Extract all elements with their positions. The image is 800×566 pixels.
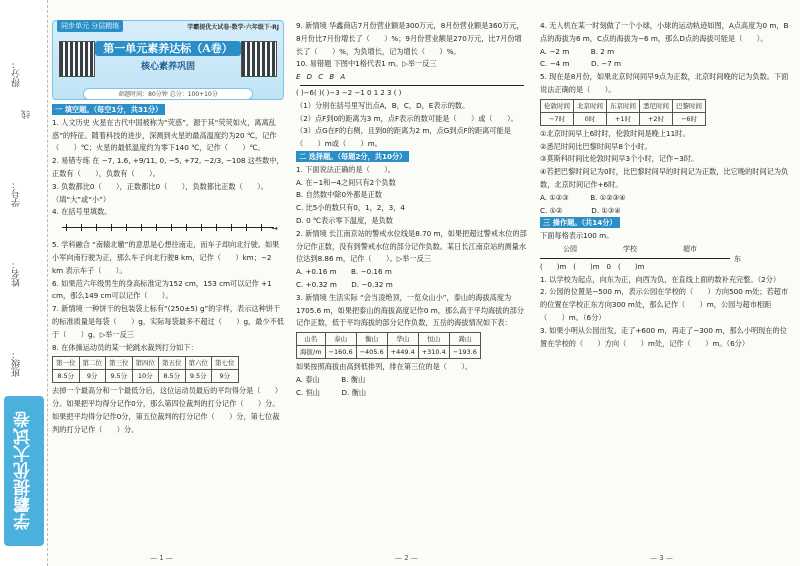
page-number-2: — 2 —: [395, 554, 418, 562]
question-text: ③莫斯科时间比伦敦时间早3个小时，记作−3时。: [540, 154, 699, 164]
question-text: 2. 公园的位置是−500 m，表示公园在学校的（ ）方向500 m处；若超市的位置在学校正东方向300 m处，那么记作（ ）m，公园与超市相距（ ）m。（6分）: [540, 287, 789, 322]
table-cell: −6时: [673, 112, 706, 125]
question-text: A. +0.16 m B. −0.16 m: [296, 267, 392, 277]
table-cell: 9.5分: [106, 370, 133, 383]
column-3-body: [540, 20, 790, 350]
number-line-tick: [261, 224, 262, 231]
question-text: 5. 现在是8月份，如果北京时间同早9点为正数，北京时间晚的记为负数。下面说法正确的是（ ）。: [540, 72, 789, 94]
question-text: A. 泰山 B. 衡山: [296, 374, 366, 384]
question-text: ④若把巴黎时间记为0时，比巴黎时间早的时间记为正数，比它晚的时间记为负数，北京时间记作+6时。: [540, 167, 789, 189]
number-line-tick: [111, 224, 112, 231]
table-header-cell: 第一位: [53, 357, 80, 370]
table-cell: −405.6: [356, 346, 387, 359]
question-text: 9. 新情境 华鑫商店7月份营业额是300万元，8月份营业额是360万元，8月份比7月份增长了（ ）%；9月份营业额是270万元，比7月份增长了（ ）%，为负增长，记为增长（ ）%。: [296, 21, 524, 56]
question-text: A. −2 m B. 2 m: [540, 46, 615, 56]
number-line-axis: [300, 85, 524, 86]
table-header-cell: 北京时间: [574, 99, 607, 112]
question-text: 3. 如果小明从公园出发，走了+600 m，再走了−300 m，那么小明现在的位置在学校的（ ）方向（ ）m处，记作（ ）m。（6分）: [540, 325, 787, 348]
question-text: 2. 易错专练 在 −7, 1.6, +9/11, 0, −5, +72, −2/3, −108 这些数中，正数有（ ），负数有（ ）。: [52, 156, 284, 178]
question-text: 8. 在体操运动员的某一轮跳水裁判打分如下：: [52, 342, 198, 352]
table-header-cell: 泰山: [325, 333, 356, 346]
table-cell: −7时: [541, 112, 574, 125]
number-line-tick: [186, 224, 187, 231]
exam-title: 第一单元素养达标（A卷）: [95, 41, 241, 56]
place-label: 公园: [563, 244, 577, 253]
question-text: C. −4 m D. −7 m: [540, 59, 622, 69]
table-header-cell: 山名: [297, 333, 326, 346]
column-1: [52, 20, 284, 437]
number-line-q10: [296, 71, 528, 100]
question-text: B. 自然数中除0外都是正数: [296, 190, 382, 200]
table-header-cell: 巴黎时间: [673, 99, 706, 112]
number-line-tick: [156, 224, 157, 231]
question-text: 1. 以学校为起点，向东为正，向西为负，在直线上面的数补充完整。（2分）: [540, 274, 781, 284]
table-header-cell: 衡山: [356, 333, 387, 346]
page-number-3: — 3 —: [650, 554, 673, 562]
question-text: 下面每格表示100 m。: [540, 231, 614, 241]
score-table: [540, 99, 706, 126]
table-header-cell: 华山: [387, 333, 418, 346]
table-header-cell: 第二位: [79, 357, 106, 370]
question-text: 4. 无人机在某一时刻做了一个小球，小球的运动轨迹如图，A点高度为0 m，B点的海拔为6 m，C点的海拔为−6 m，那么D点的海拔可能是（ ）。: [540, 21, 789, 43]
question-text: C. 恒山 D. 衡山: [296, 387, 367, 397]
number-line-tick: [201, 224, 202, 231]
table-cell: 9.5分: [185, 370, 212, 383]
question-text: A. 在−1和−4之间只有2个负数: [296, 177, 396, 187]
section-title: 三 操作题。（共14分）: [540, 217, 620, 228]
table-cell: 8.5分: [159, 370, 186, 383]
table-header-cell: 第六位: [185, 357, 212, 370]
question-text: 1. 人文历史 火星在古代中国被称为“荧惑”，源于其“荧荧如火，离离乱惑”的特征。随着科技的进步，深测到火星的最高温度约为20 ℃，记作（ ）℃；火星的最低温度约为零下140 ℃，记作（ ）℃。: [52, 117, 277, 153]
question-text: 1. 下面说法正确的是（ ）。: [296, 164, 395, 174]
table-cell: 10分: [132, 370, 159, 383]
table-cell: +2时: [640, 112, 673, 125]
table-header-cell: 第三位: [106, 357, 133, 370]
table-cell: +310.4: [418, 346, 449, 359]
cut-line-mark: 线: [22, 110, 32, 119]
question-text: 6. 如果范六年级男生的身高标准定为152 cm，153 cm可以记作 +1 cm，那么149 cm可以记作（ ）。: [52, 278, 272, 301]
column-3: [540, 20, 790, 350]
table-cell: 海拔/m: [297, 346, 326, 359]
number-line-tick: [126, 224, 127, 231]
number-line-tick: [66, 224, 67, 231]
question-text: 10. 易错题 下图中1格代表1 m。▷举一反三: [296, 59, 437, 69]
table-header-cell: 东京时间: [607, 99, 640, 112]
number-line-map: [540, 243, 790, 274]
table-header-cell: 第五位: [159, 357, 186, 370]
table-cell: 0时: [574, 112, 607, 125]
number-line-tick: [171, 224, 172, 231]
section-title: 二 选择题。（每题2分，共10分）: [296, 151, 409, 162]
score-label: 得分：: [12, 60, 22, 87]
question-text: C. 比5小的数只有0，1，2，3，4: [296, 203, 405, 213]
number-line-axis: [540, 254, 741, 263]
question-text: 去掉一个最高分和一个最低分后，这位运动员最后的平均得分是（ ）分。如果把平均得分记作0分，那么第四位裁判的打分记作（ ）分。如果把平均得分记作0分，第五位裁判的打分记作（ ）分，第七位裁判的打分记作（ ）分。: [52, 386, 283, 434]
table-header-cell: 伦敦时间: [541, 99, 574, 112]
question-text: D. 0 ℃表示零下温度，是负数: [296, 215, 393, 225]
number-line: [52, 221, 284, 237]
header-tabs: 同步单元 分层精练: [57, 20, 123, 32]
section-heading: [52, 104, 284, 117]
table-cell: +1时: [607, 112, 640, 125]
number-line-tick: [81, 224, 82, 231]
place-label: 学校: [623, 244, 637, 253]
question-text: 5. 学科融合 “南辕北辙”的意思是心想往南走，而车子却向北行驶。如果小军向南行驶为正，那么车子向北行驶8 km，记作（ ）km；−2 km 表示车子（ ）。: [52, 240, 280, 275]
question-text: ①北京时间早上6时时，伦敦时间是晚上11时。: [540, 128, 690, 138]
question-text: C. +0.32 m D. −0.32 m: [296, 279, 393, 289]
question-text: C. ①② D. ①③④: [540, 205, 621, 215]
question-text: 4. 在括号里填数。: [52, 207, 112, 217]
number-line-tick: [216, 224, 217, 231]
section-heading: [540, 217, 790, 230]
table-header-cell: 第四位: [132, 357, 159, 370]
question-text: 7. 新情境 一种饼干的包装袋上标有“(250±5) g”的字样，表示这种饼干的标准质量是每袋（ ）g，实际每袋最多不超过（ ）g，最少不低于（ ）g。▷举一反三: [52, 304, 284, 339]
direction-east-label: 东: [734, 254, 741, 263]
question-text: ②悉尼时间比巴黎时间早8个小时。: [540, 141, 652, 151]
brand-banner: 学霸提优大试卷: [4, 396, 44, 546]
header-meta: 学霸提优大试卷·数学·六年级下·RJ: [187, 24, 279, 31]
table-header-cell: 嵩山: [449, 333, 480, 346]
place-label: 超市: [683, 244, 697, 253]
number-line-tick: [231, 224, 232, 231]
table-cell: −160.6: [325, 346, 356, 359]
exam-header: [52, 20, 284, 100]
name-label: 姓名：: [12, 260, 22, 287]
question-text: （1）分别在括号里写出点A，B，C，D，E表示的数。: [296, 100, 470, 110]
score-table: [296, 332, 481, 359]
student-no-label: 学号：: [12, 180, 22, 207]
table-cell: 9分: [212, 370, 239, 383]
arrow-right-icon: →: [271, 224, 278, 234]
point-labels: E D C B A: [296, 73, 348, 82]
number-line-blanks: ( )m ( )m 0 ( )m: [540, 262, 645, 271]
question-text: （3）点G在F的右侧，且到0的距离为2 m，点G到点F的距离可能是（ ）m或（ ）m。: [296, 126, 511, 149]
question-text: 3. 负数都比0（ ），正数都比0（ ），负数都比正数（ ）。（填“大”或“小”）: [52, 181, 268, 204]
score-table: [52, 356, 239, 383]
number-line-tick: [246, 224, 247, 231]
table-header-cell: 第七位: [212, 357, 239, 370]
exam-info: 命题时间：80分钟 总分：100+10分: [83, 88, 253, 100]
page-number-1: — 1 —: [150, 554, 173, 562]
table-cell: 8.5分: [53, 370, 80, 383]
question-text: 3. 新情境 生活实际 “会当凌绝顶，一览众山小”，泰山的海拔高度为1705.6 m，如果把泰山的海拔高度记作0 m，那么高于平均海拔的部分记作正数，低于平均海拔的部分记作负数，五岳的海拔情况如下表：: [296, 292, 524, 328]
number-line-tick: [141, 224, 142, 231]
table-header-cell: 悉尼时间: [640, 99, 673, 112]
class-label: 班级：: [12, 350, 22, 377]
column-1-body: [52, 104, 284, 437]
question-text: 如果按照海拔由高到低排列，排在第三位的是（ ）。: [296, 362, 473, 372]
table-cell: −193.6: [449, 346, 480, 359]
exam-subtitle: 核心素养巩固: [140, 62, 195, 72]
column-2: [296, 20, 528, 400]
section-title: 一 填空题。（每空1分，共31分）: [52, 104, 165, 115]
table-header-cell: 恒山: [418, 333, 449, 346]
number-line-values: ( )−6( )( )−3 −2 −1 0 1 2 3 ( ): [296, 88, 402, 97]
binding-strip: [0, 0, 48, 566]
number-line-tick: [96, 224, 97, 231]
column-2-body: [296, 20, 528, 400]
table-cell: +449.4: [387, 346, 418, 359]
table-cell: 9分: [79, 370, 106, 383]
question-text: （2）点F到0的距离为3 m，点F表示的数可能是（ ）或（ ）。: [296, 113, 518, 123]
section-heading: [296, 151, 528, 164]
question-text: A. ①②③ B. ①②③④: [540, 192, 626, 202]
number-line-axis: [62, 227, 274, 228]
question-text: 2. 新情境 长江南京站的警戒水位线是8.70 m，如果把超过警戒水位的部分记作正数，没有到警戒水位的部分记作负数。某日长江南京站的测量水位达到8.86 m，记作（ ）。▷举一反三: [296, 228, 527, 264]
